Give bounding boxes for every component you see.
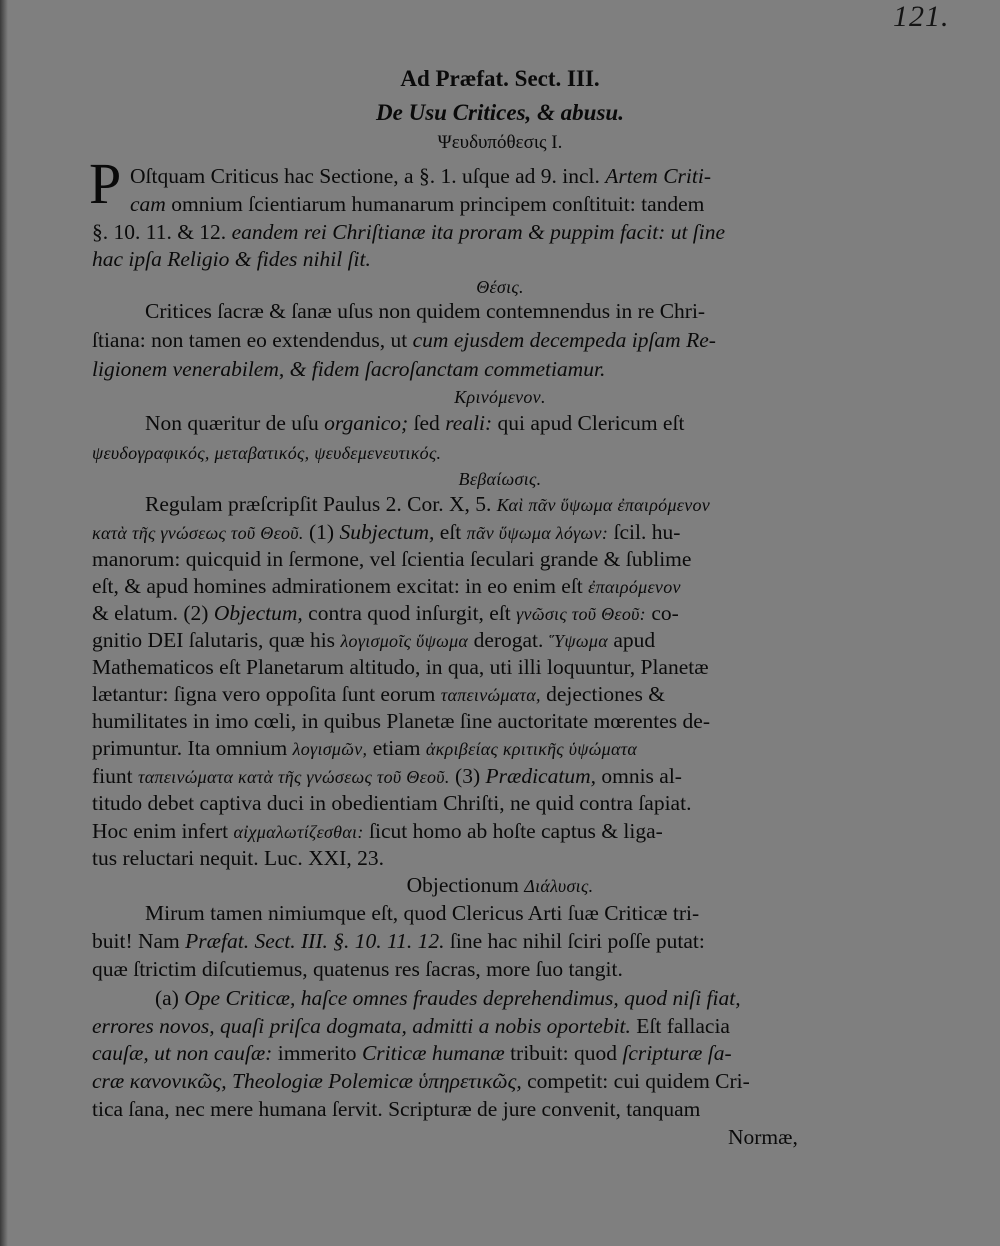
krinomenon-text: ſed — [413, 411, 440, 435]
bebaiosis-line-3: manorum: quicquid in ſermone, vel ſcientia ſeculari grande & ſublime — [92, 547, 692, 571]
page-edge-shadow — [0, 0, 8, 1246]
objections-line-1: Mirum tamen nimiumque eſt, quod Clericus Arti ſuæ Criticæ tri- — [145, 901, 700, 925]
bebaiosis-line-9: humilitates in imo cœli, in quibus Planetæ ſine auctoritate mœrentes de- — [92, 709, 710, 733]
objections-label-greek: Διάλυσις. — [524, 876, 594, 896]
bebaiosis-label: Βεβαίωσις. — [458, 469, 542, 489]
objections-line-2 — [92, 928, 705, 954]
objections-line-3: quæ ſtrictim diſcutiemus, quatenus res ſacras, more ſuo tangit. — [92, 957, 623, 981]
objections-text: ſine hac nihil ſciri poſſe putat: — [449, 929, 705, 953]
krinomenon-label: Κρινόμενον. — [454, 387, 546, 407]
bebaiosis-greek: λογισμοῖς ὕψωμα — [340, 631, 469, 651]
krinomenon-line-2: ψευδογραφικός, μεταβατικός, ψευδεμενευτικός. — [92, 443, 442, 463]
bebaiosis-greek: ἀκριβείας κριτικῆς ὑψώματα — [425, 739, 638, 759]
bebaiosis-text: eſt, & apud homines admirationem excitat: in eo enim eſt — [92, 574, 583, 598]
krinomenon-italic: organico; — [324, 411, 409, 435]
intro-italic: eandem rei Chriſtianæ ita proram & puppim facit: ut ſine — [231, 220, 726, 244]
thesis-line-2 — [92, 327, 716, 353]
intro-line-1 — [130, 163, 711, 189]
bebaiosis-line-5 — [92, 600, 679, 627]
intro-text: Oſtquam Criticus hac Sectione, a §. 1. uſque ad 9. incl. — [130, 164, 600, 188]
objections-text: competit: cui quidem Cri- — [527, 1069, 750, 1093]
intro-line-2 — [130, 191, 704, 217]
bebaiosis-greek: πᾶν ὕψωμα λόγων: — [466, 523, 609, 543]
bebaiosis-text: lætantur: ſigna vero oppoſita ſunt eorum — [92, 682, 436, 706]
bebaiosis-text: gnitio DEI ſalutaris, quæ his — [92, 628, 336, 652]
objections-italic: Præfat. Sect. III. §. 10. 11. 12. — [185, 929, 445, 953]
bebaiosis-text: etiam — [372, 736, 421, 760]
bebaiosis-text: dejectiones & — [546, 682, 665, 706]
thesis-line-1: Critices ſacræ & ſanæ uſus non quidem contemnendus in re Chri- — [145, 299, 706, 323]
bebaiosis-italic: Objectum, — [213, 601, 303, 625]
objections-italic: cauſæ, ut non cauſæ: — [92, 1041, 273, 1065]
bebaiosis-text: (3) — [455, 764, 481, 788]
krinomenon-text: Non quæritur de uſu — [145, 411, 319, 435]
bebaiosis-text: primuntur. Ita omnium — [92, 736, 288, 760]
objections-text: tribuit: quod — [510, 1041, 617, 1065]
objections-label-latin: Objectionum — [406, 873, 519, 897]
intro-line-3 — [92, 219, 725, 245]
bebaiosis-italic: Prædicatum, — [485, 764, 596, 788]
page-number: 121. — [893, 0, 950, 33]
intro-text: §. 10. 11. & 12. — [92, 220, 227, 244]
catchword: Normæ, — [728, 1125, 798, 1149]
bebaiosis-text: ſicut homo ab hoſte captus & liga- — [369, 819, 663, 843]
intro-text: omnium ſcientiarum humanarum principem conſtituit: tandem — [171, 192, 705, 216]
objections-italic: Ope Criticæ, haſce omnes fraudes deprehendimus, quod niſi fiat, — [184, 986, 741, 1010]
thesis-text: ſtiana: non tamen eo extendendus, ut — [92, 328, 408, 352]
bebaiosis-text: co- — [651, 601, 679, 625]
heading-pseudhypothesis: Ψευδυπόθεσις I. — [437, 132, 563, 153]
intro-italic: Artem Criti- — [605, 164, 711, 188]
intro-italic: cam — [130, 192, 166, 216]
bebaiosis-greek: Ὕψωμα — [548, 631, 608, 651]
bebaiosis-text: (1) — [309, 520, 335, 544]
bebaiosis-line-8 — [92, 681, 665, 708]
objections-label — [0, 872, 1000, 899]
krinomenon-line-1 — [145, 410, 684, 436]
bebaiosis-line-14: tus reluctari nequit. Luc. XXI, 23. — [92, 846, 384, 870]
bebaiosis-greek: ταπεινώματα κατὰ τῆς γνώσεως τοῦ Θεοῦ. — [137, 767, 450, 787]
bebaiosis-greek: Καὶ πᾶν ὕψωμα ἐπαιρόμενον — [496, 495, 711, 515]
bebaiosis-greek: αἰχμαλωτίζεσθαι: — [233, 822, 364, 842]
objections-line-6 — [92, 1040, 732, 1066]
intro-line-4: hac ipſa Religio & fides nihil ſit. — [92, 247, 371, 271]
objections-italic: errores novos, quaſi priſca dogmata, admitti a nobis oportebit. — [92, 1014, 631, 1038]
bebaiosis-line-1 — [145, 491, 710, 518]
heading-title: De Usu Critices, & abusu. — [376, 100, 624, 125]
krinomenon-italic: reali: — [445, 411, 493, 435]
bebaiosis-greek: κατὰ τῆς γνώσεως τοῦ Θεοῦ. — [92, 523, 304, 543]
bebaiosis-text: Hoc enim infert — [92, 819, 229, 843]
drop-cap: P — [89, 151, 122, 216]
objections-line-5 — [92, 1013, 730, 1039]
krinomenon-text: qui apud Clericum eſt — [497, 411, 685, 435]
bebaiosis-greek: ταπεινώματα, — [440, 685, 541, 705]
bebaiosis-line-13 — [92, 818, 663, 845]
bebaiosis-text: eſt — [439, 520, 462, 544]
bebaiosis-greek: ἐπαιρόμενον — [588, 577, 681, 597]
heading-section: Ad Præfat. Sect. III. — [400, 66, 600, 91]
objections-line-4 — [155, 985, 741, 1011]
objections-line-8: tica ſana, nec mere humana ſervit. Scripturæ de jure convenit, tanquam — [92, 1097, 701, 1121]
objections-line-7 — [92, 1068, 750, 1094]
bebaiosis-line-2 — [92, 519, 680, 546]
objections-text: buit! Nam — [92, 929, 180, 953]
bebaiosis-text: omnis al- — [601, 764, 682, 788]
thesis-line-3: ligionem venerabilem, & fidem ſacroſanctam commetiamur. — [92, 357, 606, 381]
bebaiosis-line-6 — [92, 627, 655, 654]
bebaiosis-line-11 — [92, 763, 682, 790]
bebaiosis-greek: γνῶσις τοῦ Θεοῦ: — [516, 604, 646, 624]
bebaiosis-text: derogat. — [473, 628, 544, 652]
bebaiosis-greek: λογισμῶν, — [292, 739, 368, 759]
objections-italic: ſcripturæ ſa- — [622, 1041, 732, 1065]
objections-text: immerito — [277, 1041, 357, 1065]
objections-text: Eſt fallacia — [636, 1014, 730, 1038]
bebaiosis-line-12: titudo debet captiva duci in obedientiam Chriſti, ne quid contra ſapiat. — [92, 791, 692, 815]
bebaiosis-line-4 — [92, 573, 681, 600]
bebaiosis-line-10 — [92, 735, 637, 762]
thesis-italic: cum ejusdem decempeda ipſam Re- — [412, 328, 716, 352]
objections-italic: Criticæ humanæ — [361, 1041, 505, 1065]
bebaiosis-text: & elatum. (2) — [92, 601, 209, 625]
bebaiosis-text: apud — [613, 628, 656, 652]
bebaiosis-italic: Subjectum, — [339, 520, 435, 544]
objections-text: (a) — [155, 986, 179, 1010]
bebaiosis-line-7: Mathematicos eſt Planetarum altitudo, in qua, uti illi loquuntur, Planetæ — [92, 655, 709, 679]
bebaiosis-text: contra quod inſurgit, eſt — [308, 601, 511, 625]
objections-italic: cræ κανονικῶς, Theologiæ Polemicæ ὑπηρετικῶς, — [92, 1069, 522, 1093]
bebaiosis-text: ſcil. hu- — [613, 520, 681, 544]
thesis-label: Θέσις. — [476, 277, 524, 297]
bebaiosis-text: fiunt — [92, 764, 133, 788]
bebaiosis-text: Regulam præſcripſit Paulus 2. Cor. X, 5. — [145, 492, 492, 516]
